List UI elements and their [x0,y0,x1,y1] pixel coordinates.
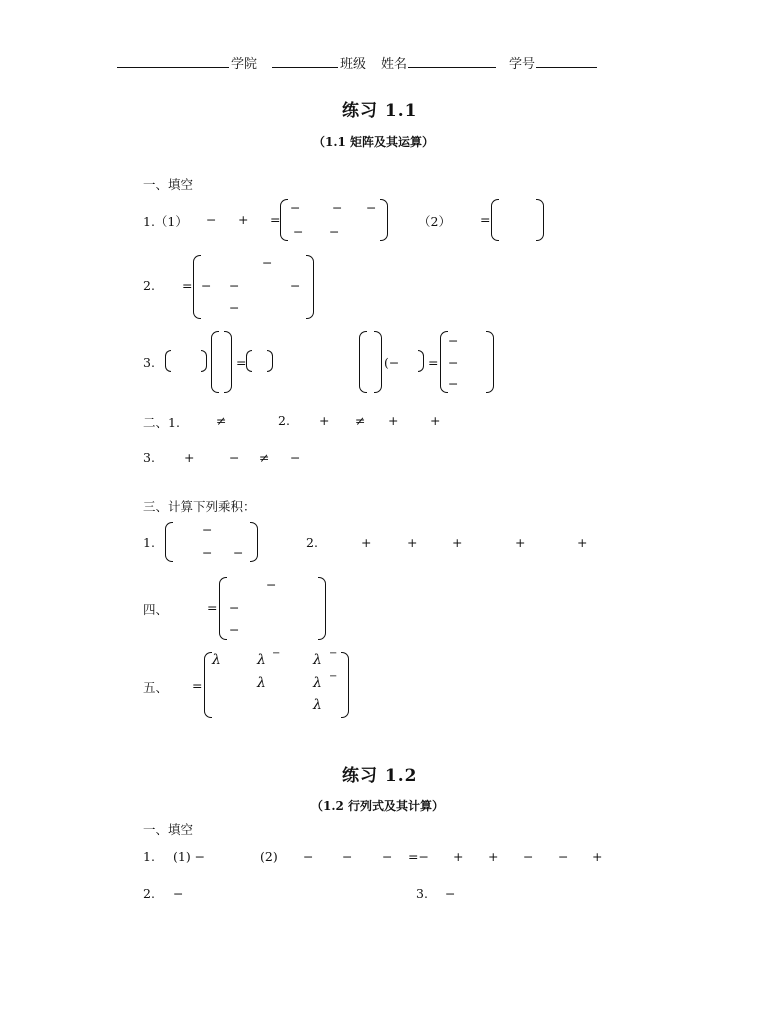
q3-result2-right-bracket [486,331,494,393]
lambda-entry: λ [257,675,266,691]
section-2-q3-minus: − [229,450,240,465]
section-3-matrix-left-bracket [165,522,173,562]
q2-matrix-entry: − [262,255,273,270]
q1-matrix-left-bracket [280,199,288,241]
section-3-matrix-right-bracket [250,522,258,562]
section-3-matrix-entry: − [202,545,213,560]
lambda-entry: λ [212,652,221,668]
q3-equals-2: = [428,355,439,370]
q3-col-right-bracket [224,331,232,393]
q3-result2-left-bracket [440,331,448,393]
name-blank[interactable] [408,67,496,68]
q3-result2-entry: − [448,376,459,391]
q2-matrix-entry: − [290,278,301,293]
college-label: 学院 [231,57,258,72]
section-2-q3-neq: ≠ [259,450,270,465]
section-3-plus: + [515,535,526,550]
section-3-matrix-entry: − [233,545,244,560]
section-2-neq: ≠ [216,413,227,428]
exercise-1-2-q3-minus: − [445,886,456,901]
q1-matrix-entry: − [329,224,340,239]
q1-part2-right-bracket [536,199,544,241]
college-blank[interactable] [117,67,229,68]
q3-result-left-bracket [246,350,252,372]
section-5-matrix-left-bracket [204,652,212,718]
q3-result2-entry: − [448,355,459,370]
section-3-q2-label: 2. [306,535,318,550]
exercise-1-2-q1-part1: (1) − [173,849,206,864]
class-blank[interactable] [272,67,338,68]
section-4-matrix-left-bracket [219,577,227,640]
class-label: 班级 [340,57,367,72]
section-3-title: 三、计算下列乘积： [143,499,256,514]
q3-col2-left-bracket [359,331,367,393]
exercise-1-2-q3-label: 3. [416,886,428,901]
section-2-q3-minus: − [290,450,301,465]
q3-row-right-bracket [201,350,207,372]
section-5-equals: = [192,678,203,693]
section-3-plus: + [407,535,418,550]
q3-row2-right-bracket [418,350,424,372]
q2-matrix-left-bracket [193,255,201,319]
student-id-blank[interactable] [536,67,597,68]
q1-matrix-entry: − [293,224,304,239]
section-5-label: 五、 [143,680,169,695]
lambda-exponent: − [329,648,338,659]
section-4-equals: = [207,600,218,615]
exercise-1-2-op: − [382,849,393,864]
exercise-1-1-subtitle: （1.1 矩阵及其运算） [313,135,435,149]
q3-row-minus: (− [384,355,400,370]
section-3-plus: + [452,535,463,550]
q1-matrix-entry: − [366,200,377,215]
exercise-1-2-q2-label: 2. [143,886,155,901]
section-3-plus: + [361,535,372,550]
q2-equals: = [182,278,193,293]
exercise-1-2-op: − [342,849,353,864]
section-2-plus: + [319,413,330,428]
section-2-neq-2: ≠ [355,413,366,428]
section-4-label: 四、 [143,602,169,617]
lambda-entry: λ [313,675,322,691]
q2-matrix-entry: − [229,300,240,315]
name-label: 姓名 [381,57,408,72]
section-4-matrix-entry: − [229,600,240,615]
section-4-matrix-entry: − [266,577,277,592]
section-3-q1-label: 1. [143,535,155,550]
q1-matrix-entry: − [290,200,301,215]
exercise-1-2-op: − [558,849,569,864]
section-2-q1-label: 二、1. [143,415,180,430]
lambda-exponent: − [272,648,281,659]
lambda-entry: λ [313,652,322,668]
q2-matrix-entry: − [201,278,212,293]
section-3-plus: + [577,535,588,550]
lambda-entry: λ [257,652,266,668]
section-2-q3-plus: + [184,450,195,465]
q1-matrix-entry: − [332,200,343,215]
q3-col-left-bracket [211,331,219,393]
q1-minus: − [206,212,217,227]
lambda-exponent: − [329,671,338,682]
section-2-plus: + [430,413,441,428]
exercise-1-2-op: − [523,849,534,864]
section-5-matrix-right-bracket [341,652,349,718]
section-2-plus: + [388,413,399,428]
exercise-1-2-op: + [592,849,603,864]
exercise-1-2-q2-minus: − [173,886,184,901]
q1-label: 1.（1） [143,214,188,229]
q3-result-right-bracket [267,350,273,372]
exercise-1-2-title: 练习 1.2 [342,766,418,786]
q1-part2-left-bracket [491,199,499,241]
section-2-q3-label: 3. [143,450,155,465]
q3-col2-right-bracket [374,331,382,393]
q3-equals: = [236,355,247,370]
exercise-1-2-q1-label: 1. [143,849,155,864]
exercise-1-2-q1-part2: (2) [260,849,278,864]
q2-label: 2. [143,278,155,293]
exercise-1-2-subtitle: （1.2 行列式及其计算） [311,799,445,813]
q2-matrix-entry: − [229,278,240,293]
q1-matrix-right-bracket [380,199,388,241]
section-3-matrix-entry: − [202,522,213,537]
q1-part2-label: （2） [418,214,451,229]
q3-row-left-bracket [165,350,171,372]
q1-plus: + [238,212,249,227]
exercise-1-2-section-fill-blank: 一、填空 [143,822,194,837]
student-id-label: 学号 [509,57,536,72]
section-4-matrix-entry: − [229,622,240,637]
q3-label: 3. [143,355,155,370]
exercise-1-2-op: − [303,849,314,864]
q2-matrix-right-bracket [306,255,314,319]
section-4-matrix-right-bracket [318,577,326,640]
exercise-1-2-op: + [488,849,499,864]
exercise-1-2-op: + [453,849,464,864]
q1-part2-equals: = [480,212,491,227]
lambda-entry: λ [313,697,322,713]
section-2-q2-label: 2. [278,413,290,428]
q3-result2-entry: − [448,333,459,348]
exercise-1-2-op: =− [408,849,429,864]
q1-equals: = [270,212,281,227]
section-fill-blank: 一、填空 [143,177,194,192]
exercise-1-1-title: 练习 1.1 [342,101,418,121]
